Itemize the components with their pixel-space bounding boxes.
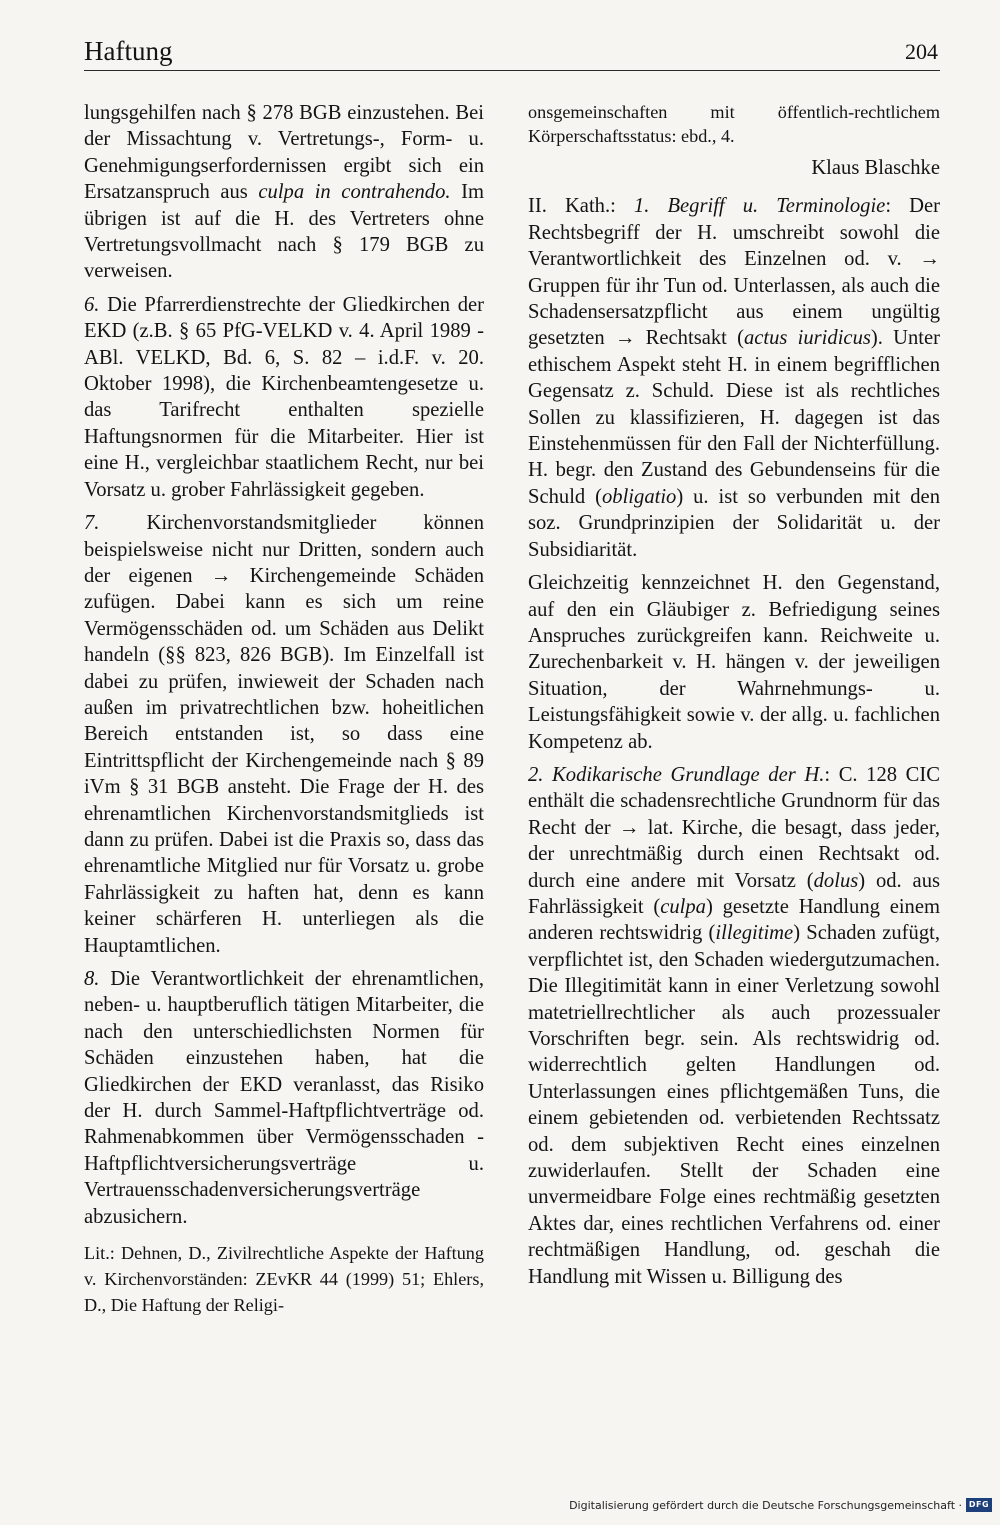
dfg-logo-icon: DFG (966, 1498, 992, 1512)
section-heading: 2. Kodikarische Grundlage der H. (528, 763, 825, 786)
section-heading: 1. Begriff u. Terminologie (633, 195, 886, 218)
digitization-footer (560, 1495, 992, 1515)
section-number: 6. (84, 293, 100, 316)
section-number: 8. (84, 968, 100, 990)
page-number: 204 (905, 39, 938, 64)
paragraph-gleichzeitig: Gleichzeitig kennzeichnet H. den Gegenstand, auf den ein Gläubiger z. Befriedigung seines Anspruches zurückgreifen kann. Reichweite u. Zurechenbarkeit v. H. hängen v. der jeweiligen Situation, der Wahrnehmungs- u. Leistungsfähigkeit sowie v. der allg. u. fachlichen Kompetenz ab. (528, 572, 940, 753)
paragraph-5-cont: lungsgehilfen nach § 278 BGB einzustehen. Bei der Missachtung v. Vertretungs-, Form- u. Genehmigungserfordernissen ergibt sich ein Ersatzanspruch aus culpa in contrahendo. Im übrigen ist auf die H. des Vertreters ohne Vertretungsvollmacht nach § 179 BGB zu verweisen. (84, 102, 484, 283)
author-signature: Klaus Blaschke (811, 157, 940, 179)
paragraph-8: 8. Die Verantwortlichkeit der ehrenamtlichen, neben- u. hauptberuflich tätigen Mitarbeiter, die nach den unterschiedlichsten Normen für Schäden einzustehen haben, hat die Gliedkirchen der EKD veranlasst, das Risiko der H. durch Sammel-Haftpflichtverträge od. Rahmenabkommen über Vermögensschaden - Haftpflichtversicherungsverträge u. Vertrauensschadenversicherungsverträge abzusichern. (84, 968, 484, 1228)
paragraph-6: 6. Die Pfarrerdienstrechte der Gliedkirchen der EKD (z.B. § 65 PfG-VELKD v. 4. April 1989 - ABl. VELKD, Bd. 6, S. 82 – i.d.F. v. 20. Oktober 1998), die Kirchenbeamtengesetze u. das Tarifrecht enthalten spezielle Haftungsnormen für die Mitarbeiter. Hier ist eine H., vergleichbar staatlichem Recht, nur bei Vorsatz u. grober Fahrlässigkeit gegeben. (84, 293, 484, 501)
paragraph-kath-2: 2. Kodikarische Grundlage der H.: C. 128 CIC enthält die schadensrechtliche Grundnorm für das Recht der → lat. Kirche, die besagt, dass jeder, der unrechtmäßig durch einen Rechtsakt od. durch eine andere mit Vorsatz (dolus) od. aus Fahrlässigkeit (culpa) gesetzte Handlung einem anderen rechtswidrig (illegitime) Schaden zufügt, verpflichtet ist, den Schaden wiedergutzumachen. Die Illegitimität kann in einer Verletzung sowohl matetriellrechtlicher als auch prozessualer Vorschriften begr. sein. Als rechtswidrig od. widerrechtlich gelten Handlungen od. Unterlassungen eines pflichtgemäßen Tuns, die einem gebietenden od. verbietenden Rechtssatz od. dem subjektiven Recht eines einzelnen zuwiderlaufen. Stellt der Schaden eine unvermeidbare Folge eines rechtmäßig gesetzten Aktes dar, eines rechtlichen Verfahrens od. einer rechtmäßigen Handlung, od. geschah die Handlung mit Wissen u. Billigung des (528, 763, 941, 1288)
right-column (528, 100, 940, 1297)
literature: Lit.: Dehnen, D., Zivilrechtliche Aspekte der Haftung v. Kirchenvorständen: ZEvKR 44 (1999) 51; Ehlers, D., Die Haftung der Religi- (84, 1243, 484, 1316)
header-rule (84, 70, 940, 71)
paragraph-kath-1: II. Kath.: 1. Begriff u. Terminologie: Der Rechtsbegriff der H. umschreibt sowohl die Verantwortlichkeit des Einzelnen od. v. → Gruppen für ihr Tun od. Unterlassen, als auch die Schadensersatzpflicht aus einem ungültig gesetzten → Rechtsakt (actus iuridicus). Unter ethischem Aspekt steht H. in einem begrifflichen Gegensatz z. Schuld. Diese ist als rechtliches Sollen zu klassifizieren, H. dagegen ist das Einstehenmüssen für den Fall der Nichterfüllung. H. begr. den Zustand des Gebundenseins für die Schuld (obligatio) u. ist so verbunden mit den soz. Grundprinzipien der Solidarität u. der Subsidiarität. (528, 195, 940, 561)
literature-cont: onsgemeinschaften mit öffentlich-rechtlichem Körperschaftsstatus: ebd., 4. (528, 102, 940, 146)
section-number: 7. (84, 512, 100, 535)
footer-text: Digitalisierung gefördert durch die Deutsche Forschungsgemeinschaft · (569, 1498, 962, 1512)
page-header (84, 30, 940, 66)
running-title: Haftung (84, 36, 173, 66)
left-column (84, 100, 484, 1325)
paragraph-7: 7. Kirchenvorstandsmitglieder können beispielsweise nicht nur Dritten, sondern auch der eigenen → Kirchengemeinde Schäden zufügen. Dabei kann es sich um reine Vermögensschäden od. um Schäden aus Delikt handeln (§§ 823, 826 BGB). Im Einzelfall ist dabei zu prüfen, inwieweit der Schaden nach außen im privatrechtlichen bzw. hoheitlichen Bereich entstanden ist, so dass eine Eintrittspflicht der Kirchengemeinde nach § 89 iVm § 31 BGB ansteht. Die Frage der H. des ehrenamtlichen Kirchenvorstandsmitglieds ist dann zu prüfen. Dabei ist die Praxis so, dass das ehrenamtliche Mitglied nur für Vorsatz u. grobe Fahrlässigkeit zu haften hat, denn es kann keiner schärferen H. unterliegen als die Hauptamtlichen. (84, 512, 484, 957)
